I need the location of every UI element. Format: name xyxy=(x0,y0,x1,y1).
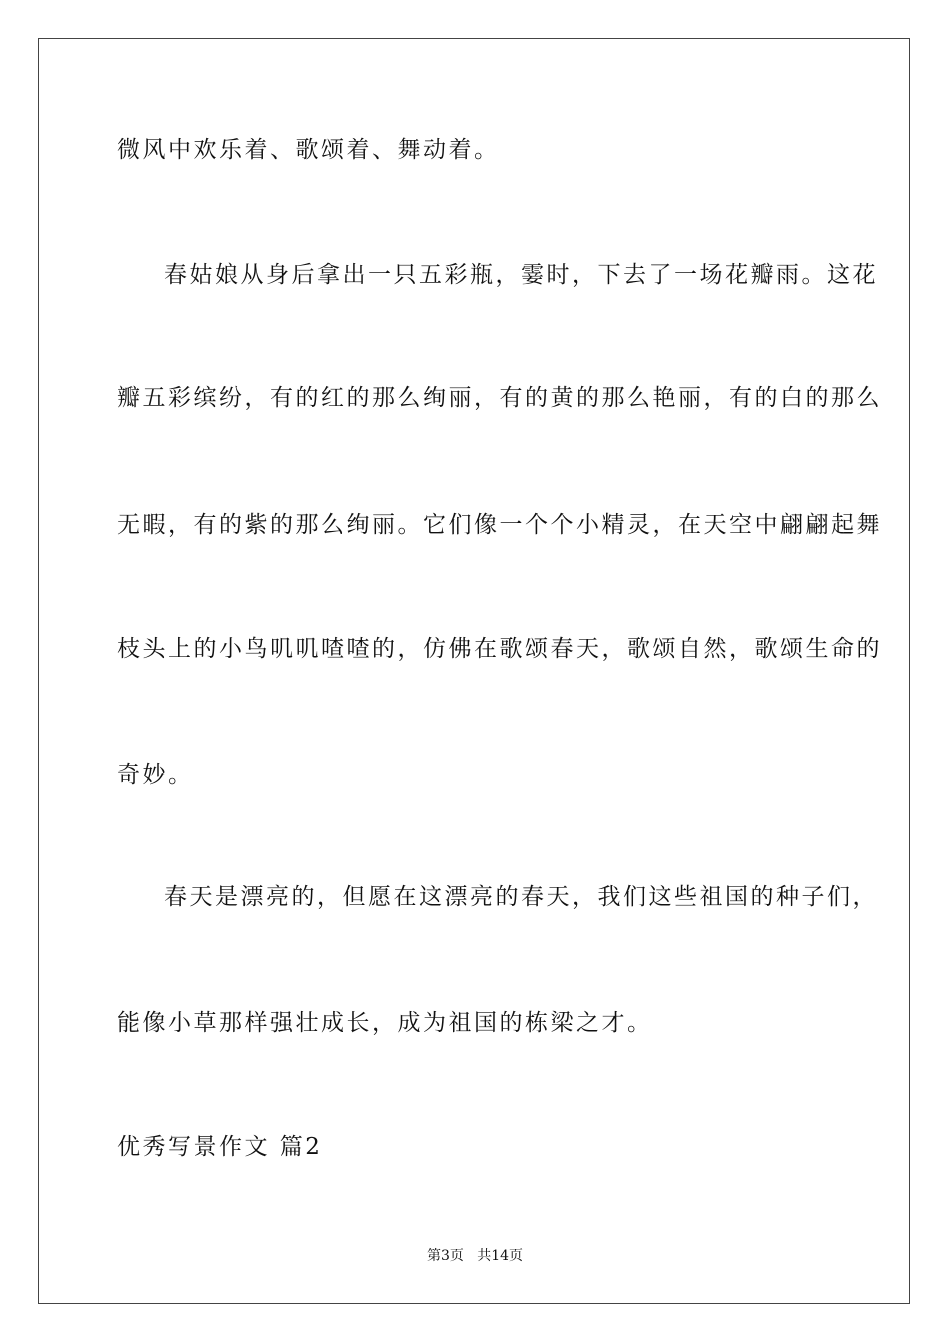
body-text-line: 奇妙。 xyxy=(117,762,194,788)
body-text-line: 春天是漂亮的，但愿在这漂亮的春天，我们这些祖国的种子们， xyxy=(164,884,878,910)
section-heading: 优秀写景作文 篇2 xyxy=(117,1134,323,1160)
body-text-line: 微风中欢乐着、歌颂着、舞动着。 xyxy=(117,137,500,163)
body-text-line: 春姑娘从身后拿出一只五彩瓶，霎时，下去了一场花瓣雨。这花 xyxy=(164,262,878,288)
page-number-footer: 第3页 共14页 xyxy=(426,1248,524,1264)
body-text-line: 枝头上的小鸟叽叽喳喳的，仿佛在歌颂春天，歌颂自然，歌颂生命的 xyxy=(117,636,882,662)
page-border xyxy=(38,38,910,1304)
body-text-line: 能像小草那样强壮成长，成为祖国的栋梁之才。 xyxy=(117,1010,653,1036)
body-text-line: 瓣五彩缤纷，有的红的那么绚丽，有的黄的那么艳丽，有的白的那么 xyxy=(117,385,882,411)
body-text-line: 无暇，有的紫的那么绚丽。它们像一个个小精灵，在天空中翩翩起舞 xyxy=(117,512,882,538)
